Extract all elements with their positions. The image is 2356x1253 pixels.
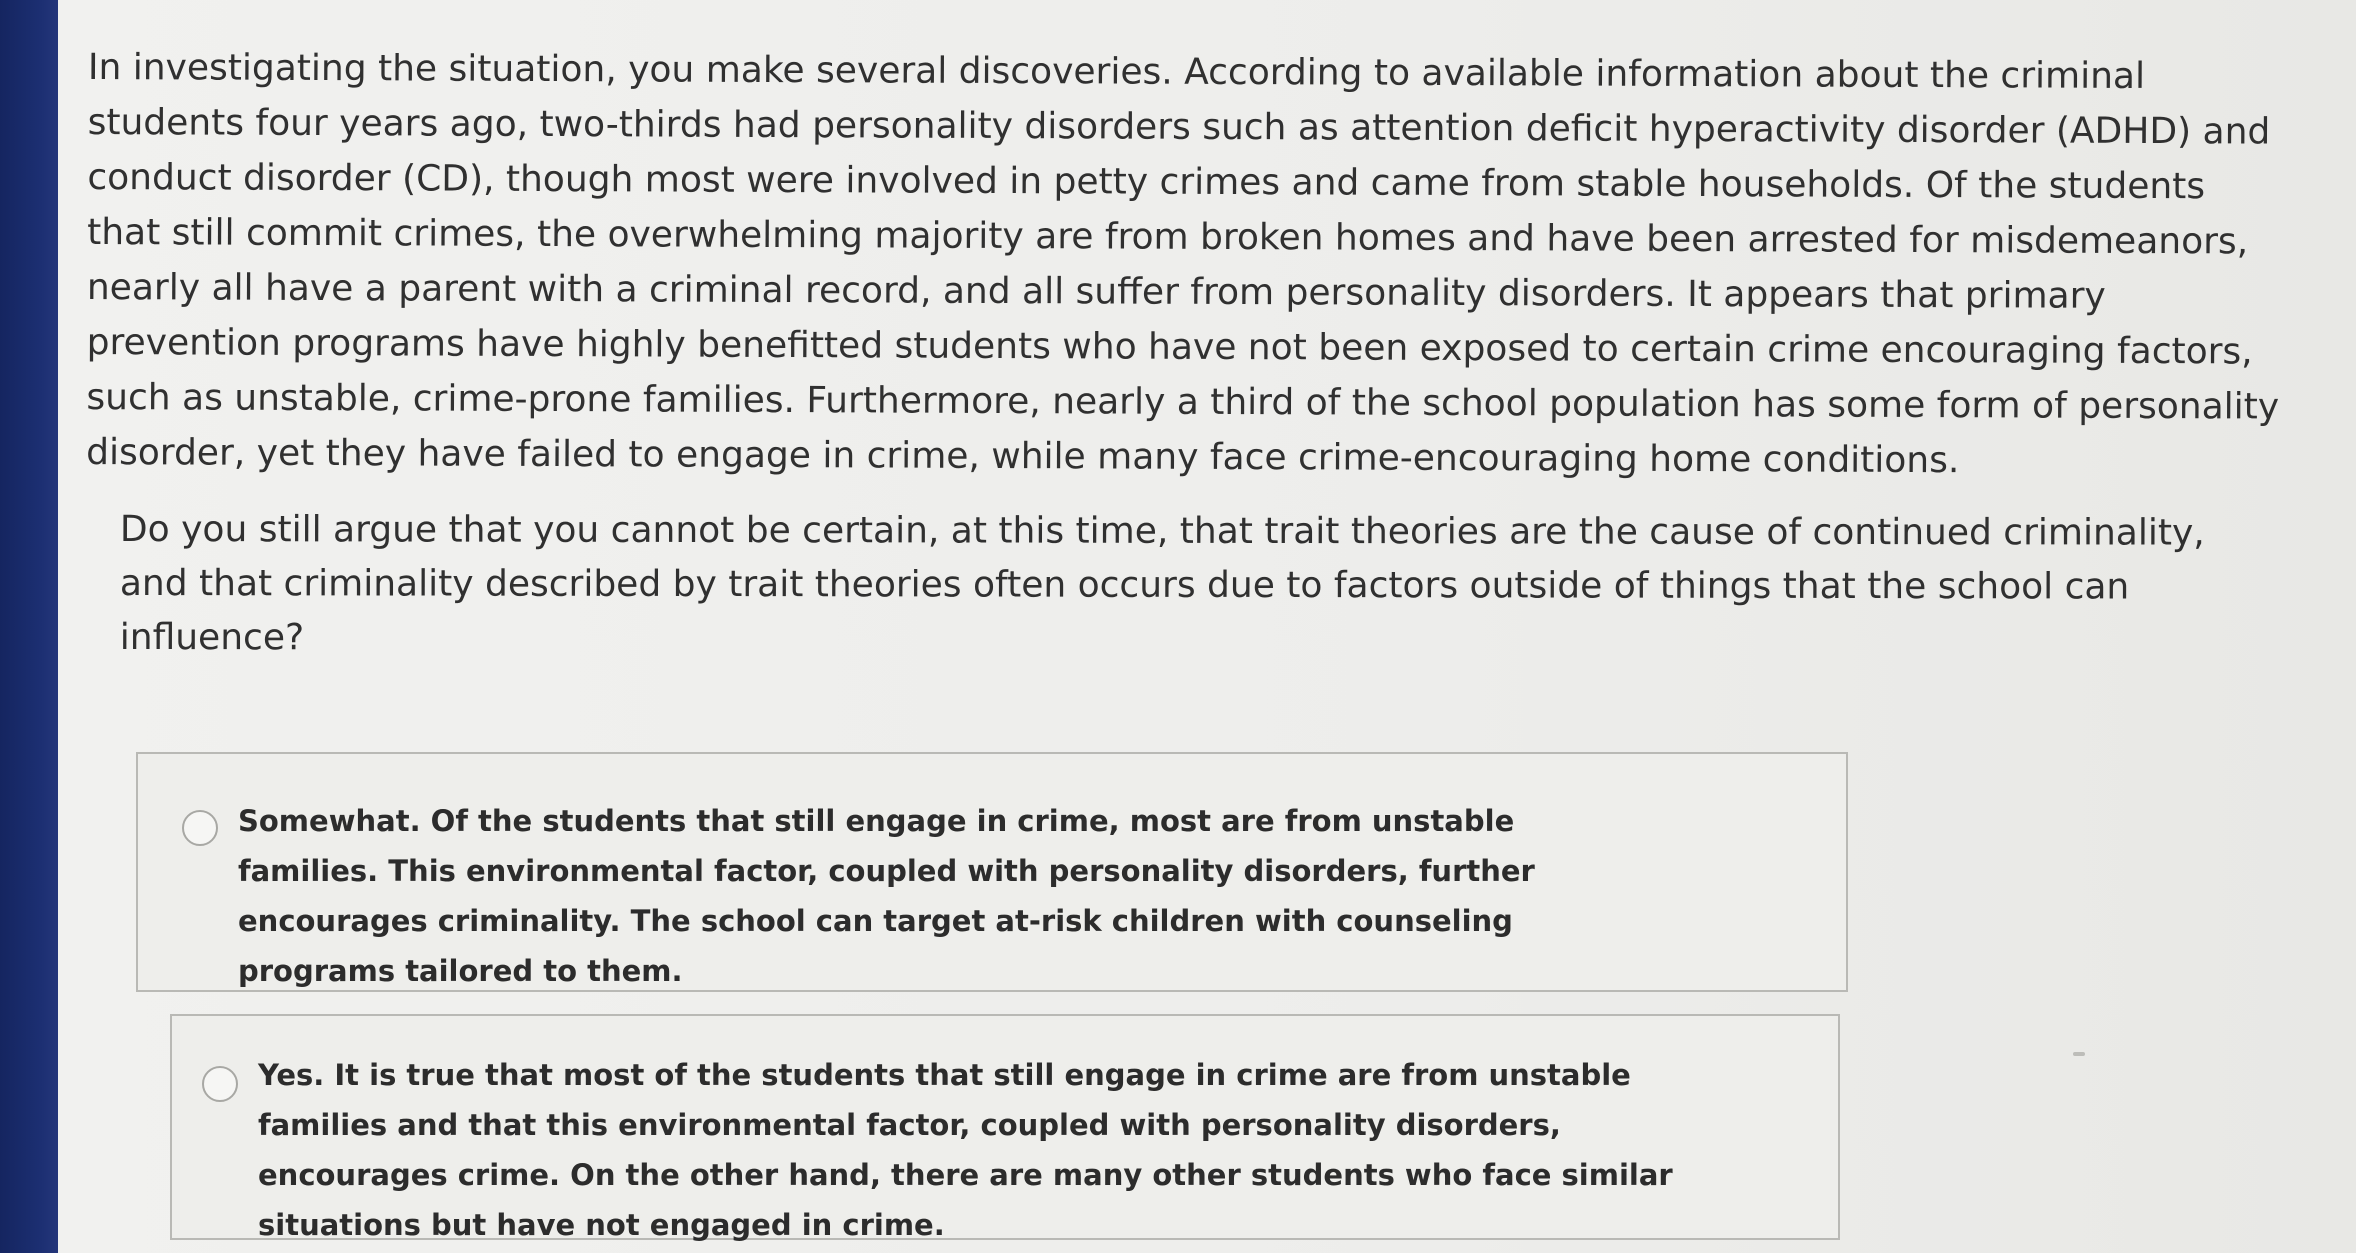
question-prompt: Do you still argue that you cannot be certain, at this time, that trait theories are the cause of continued criminality, and that criminality described by trait theories often occurs due to factors outside of things that the school can influence?	[119, 509, 2205, 659]
left-sidebar-edge	[0, 0, 58, 1253]
answer-option-yes[interactable]	[170, 1014, 1840, 1240]
radio-button-icon[interactable]	[182, 810, 218, 846]
answer-option-somewhat[interactable]	[136, 752, 1848, 992]
answer-option-text: Yes. It is true that most of the students that still engage in crime are from unstable families and that this environmental factor, coupled with personality disorders, encourages crime. On the other hand, there are many other students who face similar situations but have not engaged in crime.	[258, 1058, 1673, 1242]
radio-button-icon[interactable]	[202, 1066, 238, 1102]
question-page	[58, 0, 2356, 1253]
answer-option-text: Somewhat. Of the students that still engage in crime, most are from unstable families. This environmental factor, coupled with personality disorders, further encourages criminality. The school can target at-risk children with counseling programs tailored to them.	[238, 804, 1535, 988]
scenario-paragraph: In investigating the situation, you make several discoveries. According to available information about the criminal students four years ago, two-thirds had personality disorders such as attention deficit hyperactivity disorder (ADHD) and conduct disorder (CD), though most were involved in petty crimes and came from stable households. Of the students that still commit crimes, the overwhelming majority are from broken homes and have been arrested for misdemeanors, nearly all have a parent with a criminal record, and all suffer from personality disorders. It appears that primary prevention programs have highly benefitted students who have not been exposed to certain crime encouraging factors, such as unstable, crime-prone families. Furthermore, nearly a third of the school population has some form of personality disorder, yet they have failed to engage in crime, while many face crime-encouraging home conditions.	[86, 46, 2280, 482]
screen-speck	[2073, 1052, 2085, 1056]
